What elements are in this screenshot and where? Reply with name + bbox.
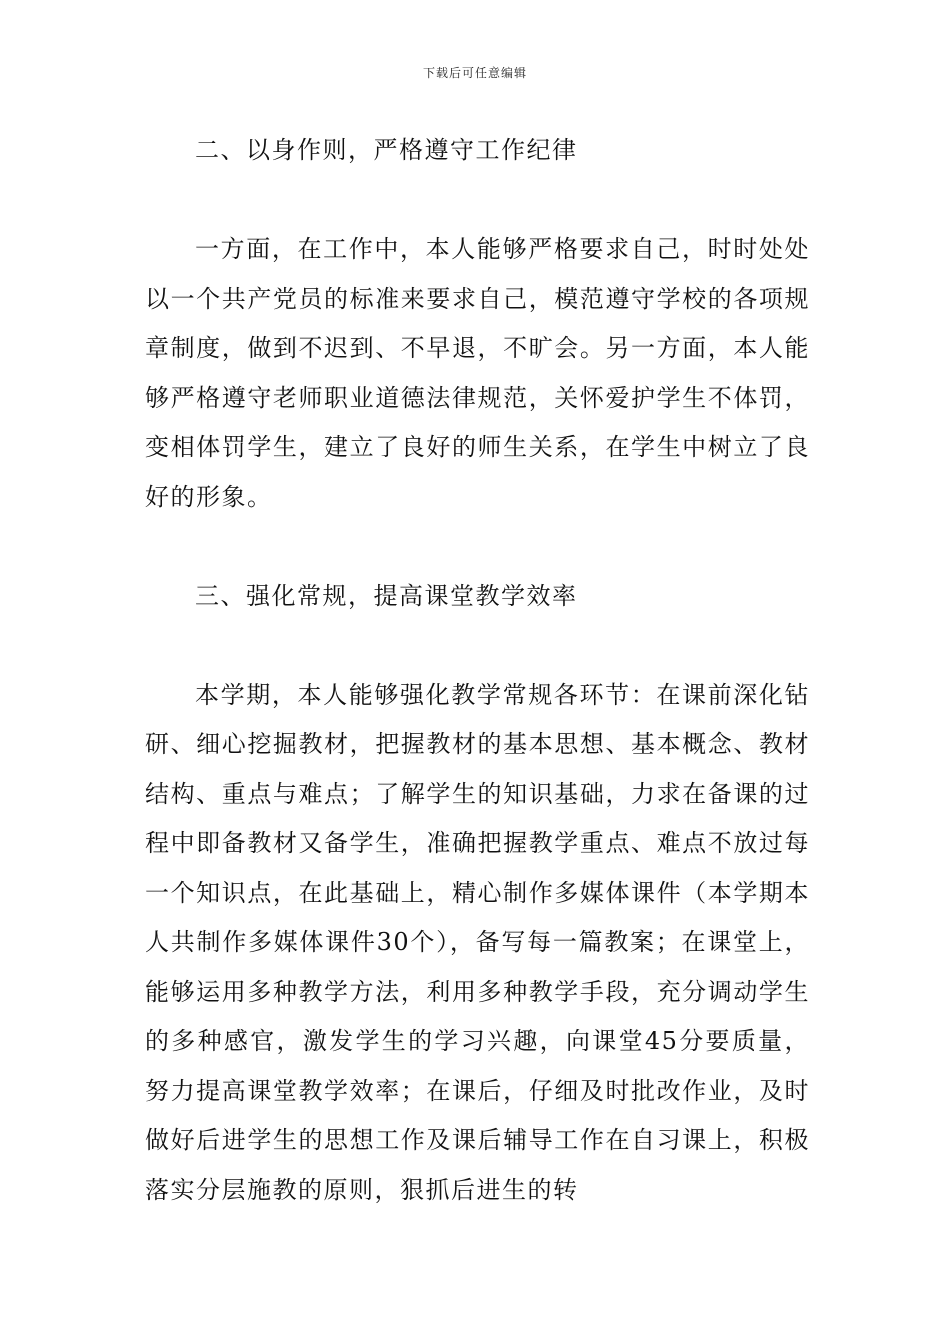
section-paragraph: 一方面，在工作中，本人能够严格要求自己，时时处处以一个共产党员的标准来要求自己，模范遵守学校的各项规章制度，做到不迟到、不早退，不旷会。另一方面，本人能够严格遵守老师职业道德法律规范，关怀爱护学生不体罚，变相体罚学生，建立了良好的师生关系，在学生中树立了良好的形象。: [145, 235, 810, 511]
section-heading: 三、强化常规，提高课堂教学效率: [195, 581, 578, 610]
section-heading: 二、以身作则，严格遵守工作纪律: [195, 136, 578, 164]
spacer: [145, 176, 810, 226]
header-note: 下载后可任意编辑: [422, 66, 527, 80]
spacer: [145, 522, 810, 572]
spacer: [145, 621, 810, 671]
section-paragraph: 本学期，本人能够强化教学常规各环节：在课前深化钻研、细心挖掘教材，把握教材的基本思想、基本概念、教材结构、重点与难点；了解学生的知识基础，力求在备课的过程中即备教材又备学生，准确把握教学重点、难点不放过每一个知识点，在此基础上，精心制作多媒体课件（本学期本人共制作多媒体课件30个），备写每一篇教案；在课堂上，能够运用多种教学方法，利用多种教学手段，充分调动学生的多种感官，激发学生的学习兴趣，向课堂45分要质量，努力提高课堂教学效率；在课后，仔细及时批改作业，及时做好后进学生的思想工作及课后辅导工作在自习课上，积极落实分层施教的原则，狠抓后进生的转: [145, 680, 810, 1204]
document-body: [145, 126, 810, 1215]
